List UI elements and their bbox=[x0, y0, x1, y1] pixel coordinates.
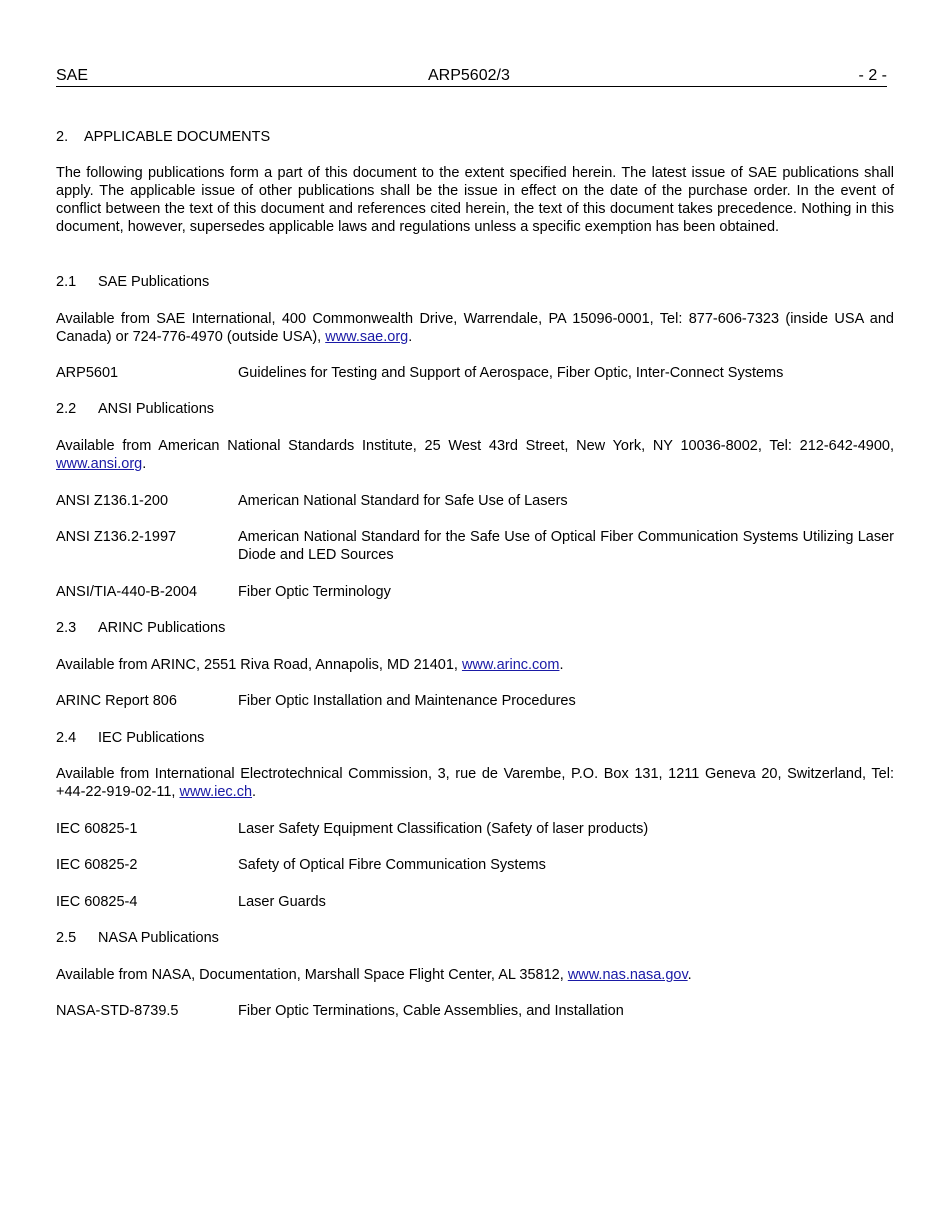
section-heading bbox=[56, 128, 270, 146]
subsection-number: 2.5 bbox=[56, 930, 77, 946]
sae-website-link[interactable]: www.sae.org bbox=[325, 329, 409, 345]
subsection-title: ANSI Publications bbox=[98, 401, 215, 417]
section-number: 2. bbox=[56, 129, 69, 145]
reference-code: ARINC Report 806 bbox=[56, 693, 177, 709]
reference-title: Fiber Optic Terminology bbox=[238, 584, 391, 600]
subsection-heading bbox=[56, 929, 219, 947]
availability-paragraph bbox=[56, 310, 894, 346]
availability-end: . bbox=[687, 967, 692, 983]
reference-title: American National Standard for the Safe Use of Optical Fiber Communication Systems Utilizing Laser Diode and LED Sources bbox=[238, 529, 894, 563]
availability-text: Available from ARINC, 2551 Riva Road, Annapolis, MD 21401, bbox=[56, 657, 462, 673]
arinc-website-link[interactable]: www.arinc.com bbox=[461, 657, 560, 673]
reference-title: American National Standard for Safe Use of Lasers bbox=[238, 493, 568, 509]
availability-paragraph bbox=[56, 656, 894, 674]
availability-end: . bbox=[142, 456, 147, 472]
reference-code: IEC 60825-4 bbox=[56, 894, 138, 910]
reference-title: Laser Safety Equipment Classification (Safety of laser products) bbox=[238, 821, 649, 837]
subsection-number: 2.3 bbox=[56, 620, 77, 636]
availability-paragraph bbox=[56, 765, 894, 801]
iec-website-link[interactable]: www.iec.ch bbox=[179, 784, 253, 800]
reference-code: IEC 60825-2 bbox=[56, 857, 138, 873]
subsection-heading bbox=[56, 729, 204, 747]
availability-text: Available from International Electrotechnical Commission, 3, rue de Varembe, P.O. Box 131, 1211 Geneva 20, Switzerland, Tel: +44-22-919-02-11, bbox=[56, 766, 894, 800]
header-doc-number: ARP5602/3 bbox=[428, 67, 510, 84]
availability-paragraph bbox=[56, 437, 894, 473]
reference-code: ARP5601 bbox=[56, 365, 119, 381]
page-header bbox=[56, 66, 887, 87]
subsection-number: 2.4 bbox=[56, 730, 77, 746]
subsection-heading bbox=[56, 273, 209, 291]
subsection-title: IEC Publications bbox=[98, 730, 205, 746]
availability-end: . bbox=[559, 657, 564, 673]
availability-text: Available from NASA, Documentation, Marshall Space Flight Center, AL 35812, bbox=[56, 967, 568, 983]
reference-code: NASA-STD-8739.5 bbox=[56, 1003, 179, 1019]
reference-title: Fiber Optic Terminations, Cable Assemblies, and Installation bbox=[238, 1003, 624, 1019]
nasa-website-link[interactable]: www.nas.nasa.gov bbox=[567, 967, 688, 983]
intro-paragraph: The following publications form a part of this document to the extent specified herein. The latest issue of SAE publications shall apply. The applicable issue of other publications shall be the issue in effect on the date of the purchase order. In the event of conflict between the text of this document and references cited herein, the text of this document takes precedence. Nothing in this document, however, supersedes applicable laws and regulations unless a specific exemption has been obtained. bbox=[56, 165, 894, 235]
reference-code: ANSI Z136.2-1997 bbox=[56, 529, 177, 545]
subsection-number: 2.2 bbox=[56, 401, 77, 417]
subsection-title: NASA Publications bbox=[98, 930, 219, 946]
reference-code: ANSI Z136.1-200 bbox=[56, 493, 169, 509]
section-title: APPLICABLE DOCUMENTS bbox=[84, 129, 271, 145]
reference-code: IEC 60825-1 bbox=[56, 821, 138, 837]
reference-title: Safety of Optical Fibre Communication Systems bbox=[238, 857, 546, 873]
availability-end: . bbox=[408, 329, 413, 345]
subsection-heading bbox=[56, 619, 225, 637]
ansi-website-link[interactable]: www.ansi.org bbox=[56, 456, 143, 472]
reference-code: ANSI/TIA-440-B-2004 bbox=[56, 584, 198, 600]
availability-paragraph bbox=[56, 966, 894, 984]
header-org: SAE bbox=[56, 67, 89, 84]
document-page bbox=[56, 0, 894, 1230]
subsection-heading bbox=[56, 400, 214, 418]
subsection-title: ARINC Publications bbox=[98, 620, 226, 636]
subsection-title: SAE Publications bbox=[98, 274, 210, 290]
header-page-number: - 2 - bbox=[858, 67, 887, 84]
availability-text: Available from SAE International, 400 Commonwealth Drive, Warrendale, PA 15096-0001, Tel: 877-606-7323 (inside USA and Canada) or 724-776-4970 (outside USA), bbox=[56, 311, 894, 345]
reference-title: Guidelines for Testing and Support of Aerospace, Fiber Optic, Inter-Connect Systems bbox=[238, 365, 784, 381]
availability-end: . bbox=[252, 784, 257, 800]
reference-title: Fiber Optic Installation and Maintenance Procedures bbox=[238, 693, 576, 709]
reference-title: Laser Guards bbox=[238, 894, 326, 910]
availability-text: Available from American National Standards Institute, 25 West 43rd Street, New York, NY 10036-8002, Tel: 212-642-4900, bbox=[56, 438, 894, 454]
subsection-number: 2.1 bbox=[56, 274, 77, 290]
